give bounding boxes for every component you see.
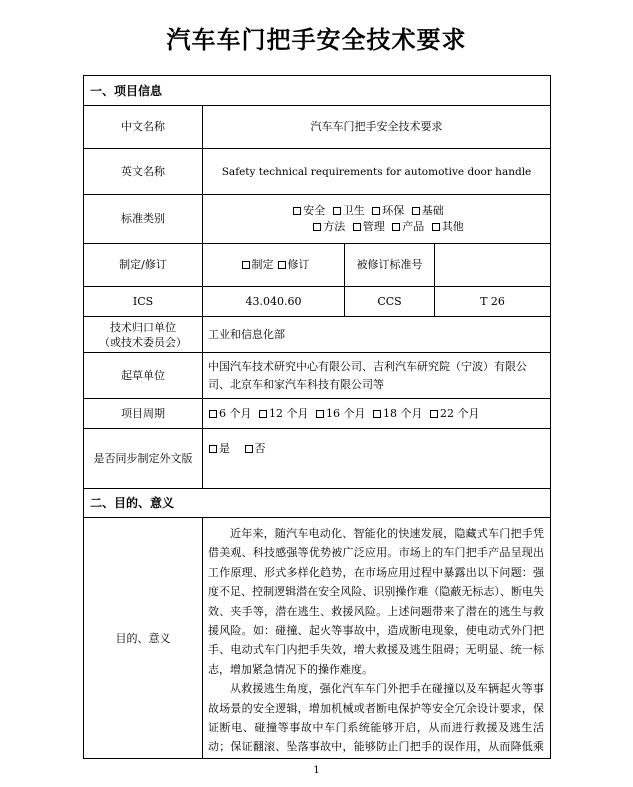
option-label: 是 (219, 442, 230, 455)
option-label: 产品 (402, 220, 425, 233)
section-title: 一、项目信息 (90, 83, 163, 98)
row-drafter (84, 353, 550, 399)
category-option[interactable] (408, 204, 444, 217)
option-label: 18 个月 (383, 406, 423, 420)
row-en-name (84, 149, 550, 195)
cycle-options (202, 399, 550, 428)
purpose-paragraph: 从救援逃生角度，强化汽车车门外把手在碰撞以及车辆起火等事故场景的安全逻辑，增加机械或者断电保护等安全冗余设计要求，保证断电、碰撞等事故中车门系统能够开启，从而进行救援及逃生活动；保证翻滚、坠落事故中，能够防止门把手的误作用，从而降低乘 (208, 682, 544, 754)
option-label: 16 个月 (326, 406, 366, 420)
cycle-option[interactable] (205, 406, 252, 422)
foreign-option[interactable] (205, 441, 230, 457)
option-label: 否 (254, 442, 266, 455)
row-tech-committee (84, 317, 550, 353)
row-cn-name (84, 106, 550, 149)
category-line-1 (289, 203, 464, 219)
category-option[interactable] (309, 220, 345, 233)
cycle-option[interactable] (426, 406, 480, 422)
revised-std-label: 被修订标准号 (344, 244, 434, 286)
checkbox-icon (430, 410, 438, 418)
checkbox-icon (245, 445, 253, 453)
option-label: 6 个月 (219, 406, 252, 420)
option-label: 环保 (382, 204, 405, 217)
checkbox-icon (293, 207, 301, 215)
make-option[interactable] (274, 257, 310, 273)
purpose-text (208, 524, 544, 759)
foreign-options (202, 429, 550, 488)
document-title: 汽车车门把手安全技术要求 (166, 26, 467, 54)
tc-label-line-2: （或技术委员会） (99, 335, 187, 349)
purpose-paragraph: 近年来，随汽车电动化、智能化的快速发展，隐藏式车门把手凭借美观、科技感强等优势被广泛应用。市场上的车门把手产品呈现出工作原理、形式多样化趋势，在市场应用过程中暴露出以下问题：强度不足、控制逻辑潜在安全风险、识别操作难（隐蔽无标志）、断电失效、夹手等，潜在逃生、救援风险。上述问题带来了潜在的逃生与救援风险。如：碰撞、起火等事故中，造成断电现象，使电动式外门把手、电动式车门内把手失效，增大救援及逃生阻碍；无明显、统一标志，增加紧急情况下的操作难度。 (208, 527, 544, 676)
row-category (84, 195, 550, 244)
option-label: 12 个月 (269, 406, 309, 420)
ics-value: 43.040.60 (202, 287, 344, 316)
page-number: 1 (313, 765, 320, 776)
category-line-2 (289, 219, 464, 235)
ccs-label: CCS (344, 287, 434, 316)
purpose-label: 目的、意义 (115, 632, 171, 645)
cycle-label: 项目周期 (121, 406, 165, 420)
row-ics-ccs (84, 287, 550, 317)
option-label: 其他 (441, 220, 464, 233)
checkbox-icon (432, 223, 440, 231)
option-label: 安全 (303, 204, 326, 217)
option-label: 制定 (251, 258, 274, 271)
revised-std-value (434, 244, 550, 286)
drafter-value: 中国汽车技术研究中心有限公司、吉利汽车研究院（宁波）有限公司、北京车和家汽车科技有限公司等 (202, 353, 550, 398)
section-header-purpose (84, 489, 550, 518)
checkbox-icon (392, 223, 400, 231)
option-label: 基础 (421, 204, 444, 217)
info-table (83, 75, 551, 759)
category-option[interactable] (368, 204, 404, 217)
category-option[interactable] (428, 220, 464, 233)
checkbox-icon (316, 410, 324, 418)
make-options (202, 244, 344, 286)
option-label: 修订 (287, 258, 310, 271)
cycle-option[interactable] (255, 406, 309, 422)
ccs-value: T 26 (434, 287, 550, 316)
checkbox-icon (259, 410, 267, 418)
category-option[interactable] (329, 204, 365, 217)
category-options (202, 195, 550, 243)
category-option[interactable] (289, 204, 325, 217)
foreign-option[interactable] (241, 441, 266, 457)
tc-value: 工业和信息化部 (202, 317, 550, 352)
option-label: 管理 (362, 220, 385, 233)
make-option[interactable] (238, 257, 274, 273)
foreign-label: 是否同步制定外文版 (93, 451, 193, 465)
checkbox-icon (412, 207, 420, 215)
make-label: 制定/修订 (119, 258, 167, 271)
en-name-value: Safety technical requirements for automotive door handle (202, 149, 550, 194)
cycle-option[interactable] (312, 406, 366, 422)
option-label: 22 个月 (440, 406, 480, 420)
en-name-label: 英文名称 (121, 164, 165, 178)
checkbox-icon (209, 410, 217, 418)
ics-label: ICS (132, 294, 154, 308)
section-title: 二、目的、意义 (90, 496, 175, 510)
category-option[interactable] (349, 220, 385, 233)
row-foreign-version (84, 429, 550, 489)
tc-label (84, 317, 202, 352)
option-label: 方法 (323, 220, 346, 233)
row-make-revise (84, 244, 550, 287)
checkbox-icon (353, 223, 361, 231)
checkbox-icon (373, 410, 381, 418)
category-option[interactable] (388, 220, 424, 233)
checkbox-icon (278, 261, 286, 269)
section-header-project-info (84, 76, 550, 106)
cycle-option[interactable] (369, 406, 423, 422)
category-label: 标准类别 (121, 212, 165, 225)
checkbox-icon (313, 223, 321, 231)
drafter-label: 起草单位 (121, 368, 165, 382)
row-cycle (84, 399, 550, 429)
checkbox-icon (242, 261, 250, 269)
option-label: 卫生 (342, 204, 365, 217)
checkbox-icon (209, 445, 217, 453)
tc-label-line-1: 技术归口单位 (110, 320, 176, 334)
cn-name-label: 中文名称 (121, 120, 165, 133)
checkbox-icon (333, 207, 341, 215)
cn-name-value: 汽车车门把手安全技术要求 (202, 106, 550, 148)
checkbox-icon (372, 207, 380, 215)
row-purpose (84, 518, 550, 759)
